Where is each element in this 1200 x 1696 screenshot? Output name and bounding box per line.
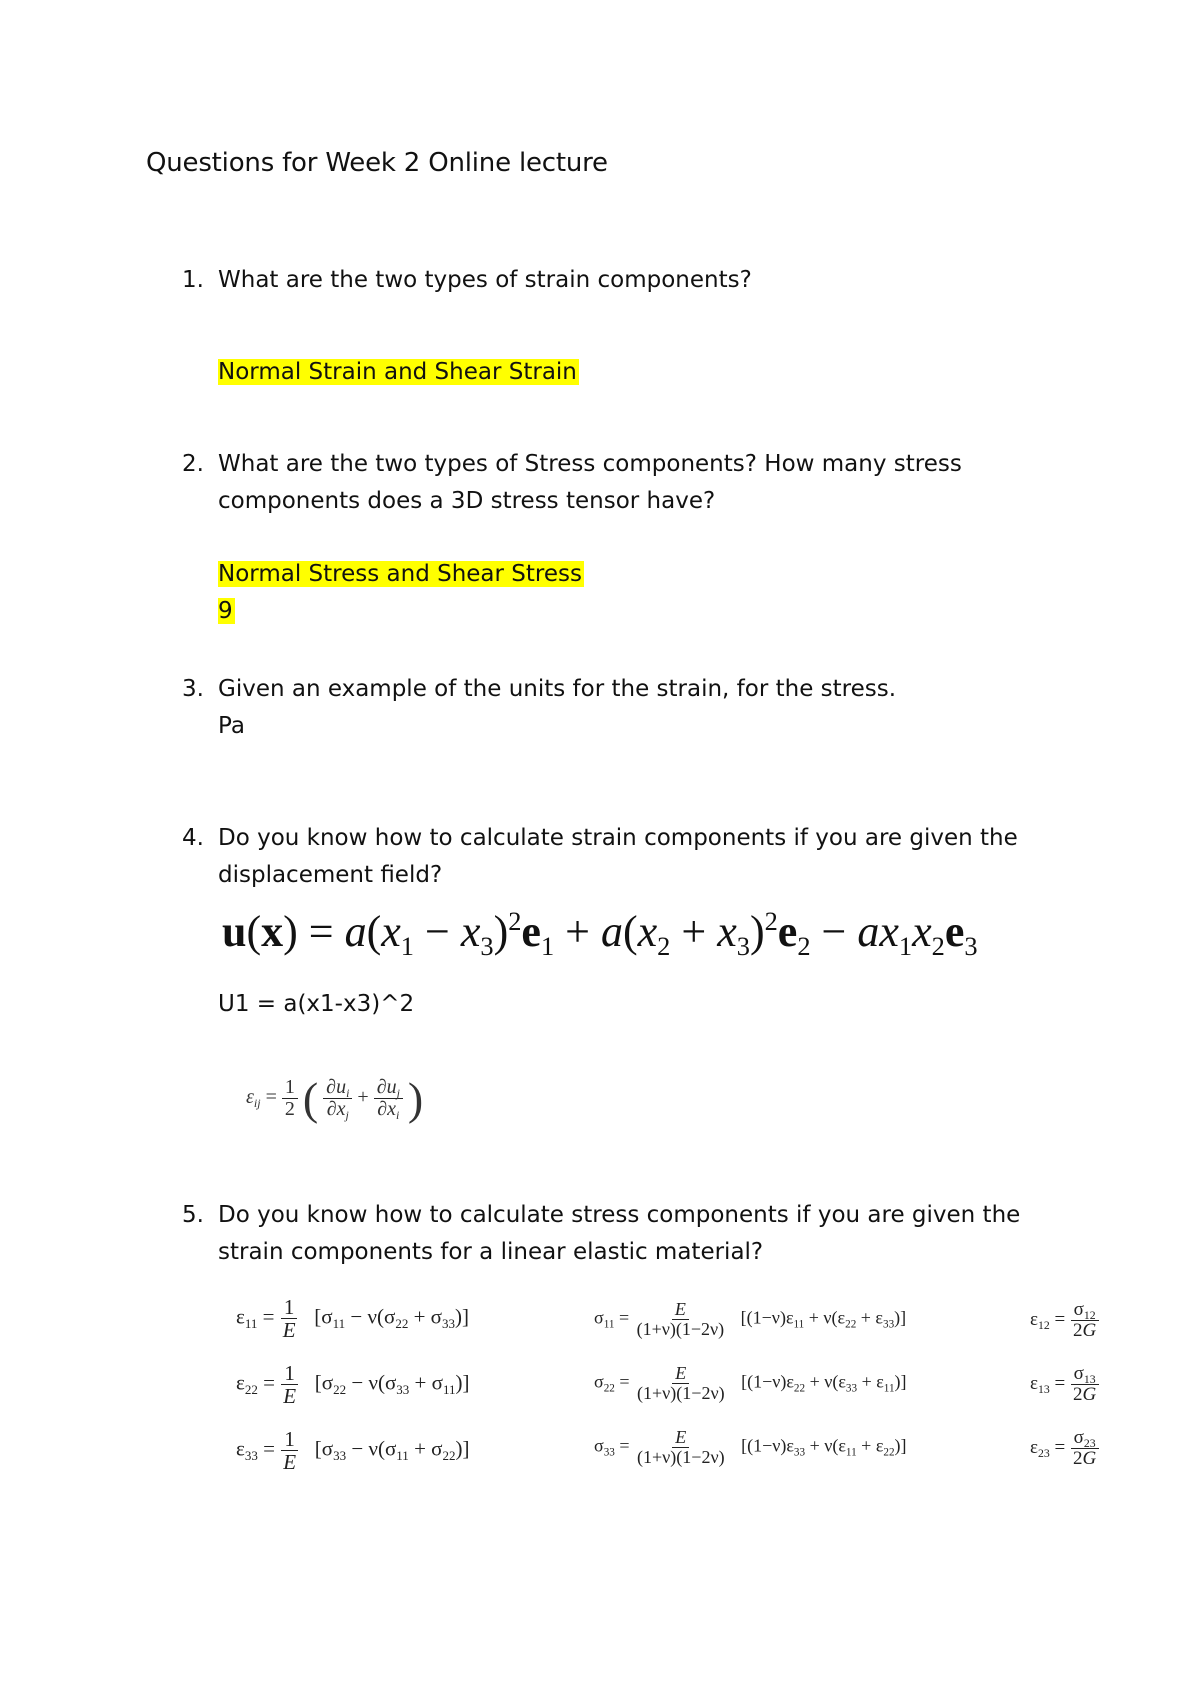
question-5-text-line-2: strain components for a linear elastic material? [218,1239,764,1265]
question-1-number: 1. [182,267,204,293]
hooke-strain-11: $\varepsilon_{11}$ = $\frac{1}{E}$ $[\sigma_{11} - \nu(\sigma_{22} + \sigma_{33})]$ [236,1295,470,1343]
hooke-stress-11: $\sigma_{11}$ = $\frac{E}{(1+\nu)(1-2\nu)}$ $[(1-\nu)\varepsilon_{11} + \nu(\varepsilon_{22} + \varepsilon_{33})]$ [594,1299,907,1339]
hooke-strain-22: $\varepsilon_{22}$ = $\frac{1}{E}$ $[\sigma_{22} - \nu(\sigma_{33} + \sigma_{11})]$ [236,1361,470,1409]
question-3-text: Given an example of the units for the strain, for the stress. [218,676,897,702]
question-2-text-line-2: components does a 3D stress tensor have? [218,488,716,514]
question-4-text-line-1: Do you know how to calculate strain components if you are given the [218,825,1018,851]
strain-definition-formula: $\varepsilon_{ij}$ = $\frac{1}{2}$ ( $\frac{\partial u_i}{\partial x_j}$ + $\frac{\partial u_j}{\partial x_i}$ ) [246,1073,424,1124]
question-4-number: 4. [182,825,204,851]
hooke-stress-33: $\sigma_{33}$ = $\frac{E}{(1+\nu)(1-2\nu)}$ $[(1-\nu)\varepsilon_{33} + \nu(\varepsilon_{11} + \varepsilon_{22})]$ [594,1427,907,1467]
question-5-number: 5. [182,1202,204,1228]
hooke-shear-13: $\varepsilon_{13}$ = $\frac{\sigma_{13}}{2G}$ [1030,1364,1099,1405]
question-4-text-line-2: displacement field? [218,862,443,888]
highlighted-answer: Normal Stress and Shear Stress [218,561,582,587]
question-4-answer: U1 = a(x1-x3)^2 [218,991,415,1017]
question-2-text-line-1: What are the two types of Stress components? How many stress [218,451,962,477]
question-2-answer-2 [218,595,235,628]
highlighted-answer: Normal Strain and Shear Strain [218,359,577,385]
hooke-shear-12: $\varepsilon_{12}$ = $\frac{\sigma_{12}}{2G}$ [1030,1300,1099,1341]
hooke-strain-33: $\varepsilon_{33}$ = $\frac{1}{E}$ $[\sigma_{33} - \nu(\sigma_{11} + \sigma_{22})]$ [236,1427,470,1475]
hooke-shear-23: $\varepsilon_{23}$ = $\frac{\sigma_{23}}{2G}$ [1030,1428,1099,1469]
highlighted-answer: 9 [218,598,233,624]
question-2-number: 2. [182,451,204,477]
question-3-number: 3. [182,676,204,702]
question-5-text-line-1: Do you know how to calculate stress components if you are given the [218,1202,1021,1228]
question-1-answer [218,356,579,389]
question-3-answer: Pa [218,713,245,739]
page-title: Questions for Week 2 Online lecture [146,148,608,178]
question-1-text: What are the two types of strain components? [218,267,752,293]
question-2-answer-1 [218,558,584,591]
hooke-stress-22: $\sigma_{22}$ = $\frac{E}{(1+\nu)(1-2\nu)}$ $[(1-\nu)\varepsilon_{22} + \nu(\varepsilon_{33} + \varepsilon_{11})]$ [594,1363,907,1403]
displacement-field-equation: $u(x) = a(x_1 - x_3)^2e_1 + a(x_2 + x_3)^2e_2 - ax_1x_2e_3$ [222,906,978,962]
